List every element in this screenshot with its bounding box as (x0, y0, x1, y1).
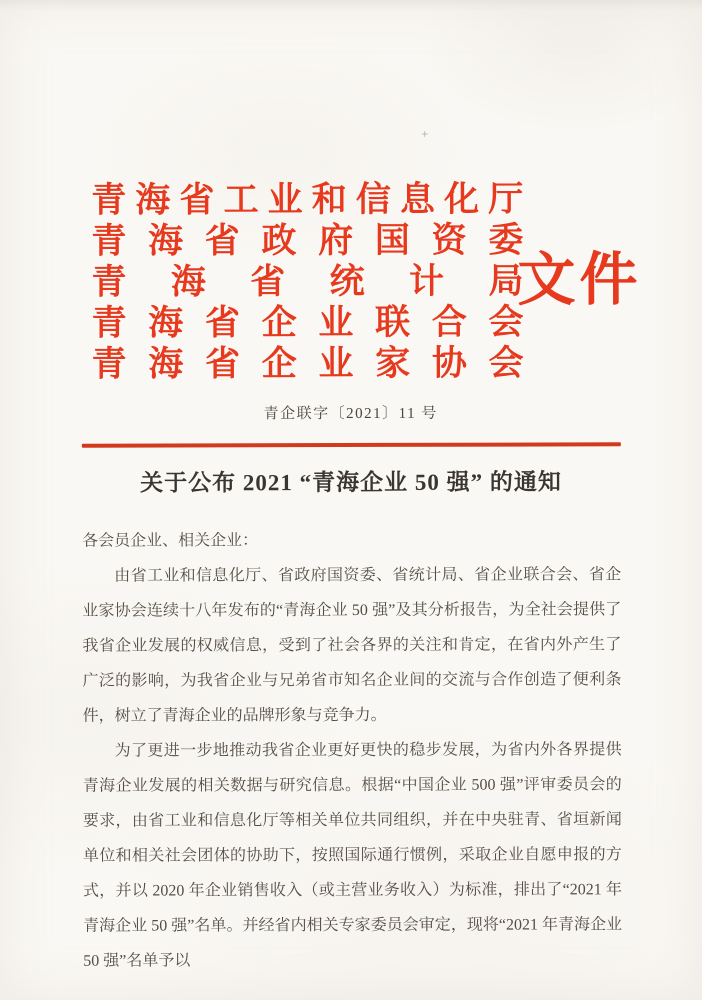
issuing-org-line-3: 青海省统计局 (91, 261, 524, 302)
scan-speck: + (421, 129, 429, 140)
body-paragraph-2: 为了更进一步地推动我省企业更好更快的稳步发展，为省内外各界提供青海企业发展的相关数据与研究信息。根据“中国企业 500 强”评审委员会的要求，由省工业和信息化厅等相关单位共同组织，并在中央驻青、省垣新闻单位和相关社会团体的协助下，按照国际通行惯例，采取企业自愿申报的方式，并以 2020 年企业销售收入（或主营业务收入）为标准，排出了“2021 年青海企业 50 强”名单。并经省内相关专家委员会审定，现将“2021 年青海企业 50 强”名单予以 (82, 741, 623, 970)
document-title: 关于公布 2021 “青海企业 50 强” 的通知 (140, 469, 562, 496)
red-divider-line (82, 442, 621, 447)
document-body (82, 522, 622, 978)
letterhead (91, 179, 524, 385)
issuing-org-line-2: 青海省政府国资委 (91, 220, 524, 261)
issuing-org-line-5: 青海省企业家协会 (91, 343, 524, 384)
body-paragraph-1: 由省工业和信息化厅、省政府国资委、省统计局、省企业联合会、省企业家协会连续十八年发布的“青海企业 50 强”及其分析报告，为全社会提供了我省企业发展的权威信息，受到了社会各界的关注和肯定，在省内外产生了广泛的影响，为我省企业与兄弟省市知名企业间的交流与合作创造了便利条件，树立了青海企业的品牌形象与竞争力。 (82, 566, 622, 725)
issuing-org-line-4: 青海省企业联合会 (91, 302, 524, 343)
doc-type-label: 文件 (517, 247, 642, 313)
doc-number: 青企联字〔2021〕11 号 (263, 405, 438, 423)
issuing-org-line-1: 青海省工业和信息化厅 (91, 179, 524, 220)
salutation: 各会员企业、相关企业： (82, 532, 259, 550)
